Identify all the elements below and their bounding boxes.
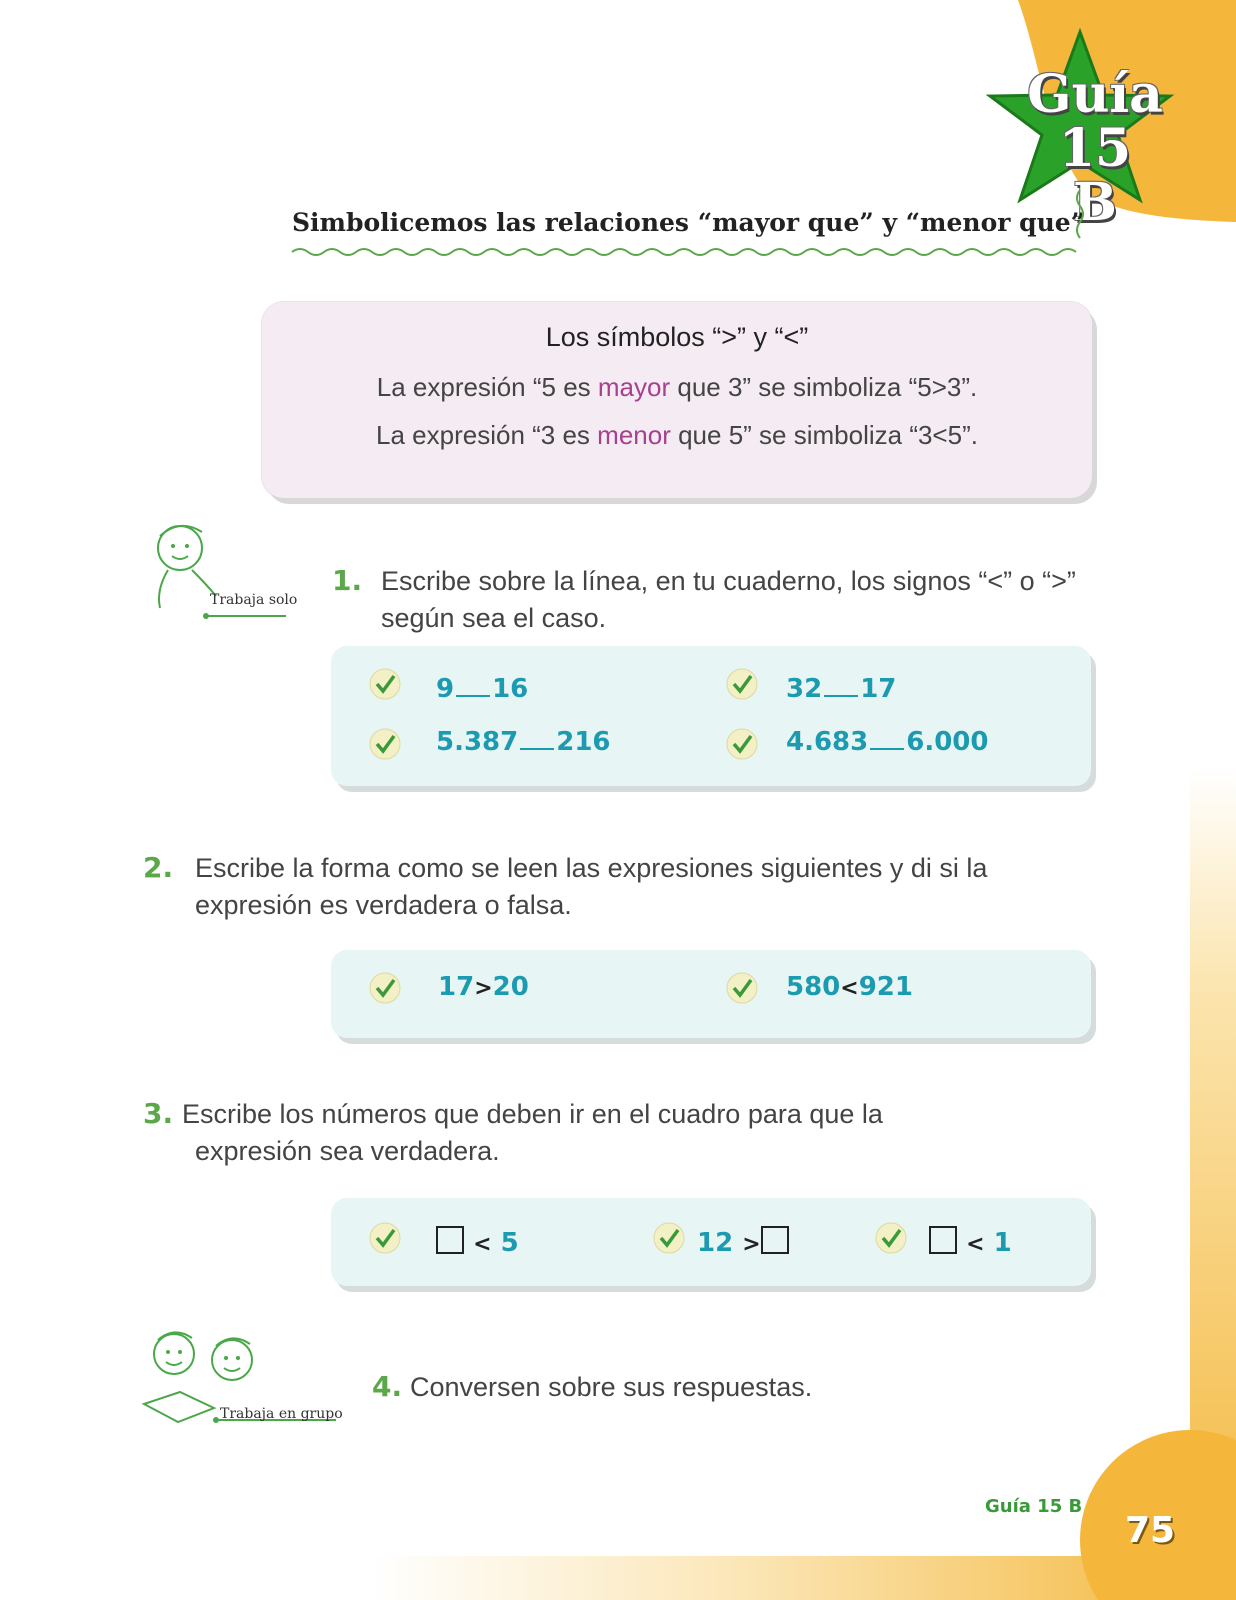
q1-item-3-a: 5.387	[436, 727, 519, 757]
footer-guide-label: Guía 15 B	[985, 1496, 1083, 1517]
answer-box[interactable]	[929, 1226, 957, 1254]
q2-text-line1: Escribe la forma como se leen las expresiones siguientes y di si la	[195, 853, 988, 883]
q2-item-2-b: 921	[858, 972, 913, 1002]
q2-item-1-a: 17	[438, 972, 475, 1002]
q3-text	[182, 1096, 883, 1170]
q1-item-1	[436, 674, 528, 704]
q3-number: 3.	[143, 1097, 174, 1130]
q2-item-1	[438, 972, 529, 1002]
q2-item-2	[786, 972, 913, 1002]
q1-item-2	[786, 674, 896, 704]
q3-item-1-op: <	[473, 1232, 492, 1257]
heading-underline	[290, 188, 1100, 260]
q1-item-2-b: 17	[860, 674, 897, 704]
check-icon	[369, 668, 401, 700]
q3-item-3-op: <	[966, 1232, 985, 1257]
q1-text-line2: según sea el caso.	[381, 603, 607, 633]
check-icon	[875, 1222, 907, 1254]
q3-item-1	[436, 1226, 519, 1258]
page-heading: Simbolicemos las relaciones “mayor que” y “menor que”	[292, 208, 1086, 237]
q1-number: 1.	[332, 564, 363, 597]
q1-text	[381, 563, 1076, 637]
info-line-2-post: que 5” se simboliza “3<5”.	[670, 420, 978, 450]
q1-item-1-a: 9	[436, 674, 455, 704]
answer-blank[interactable]	[870, 728, 904, 750]
q2-text-line2: expresión es verdadera o falsa.	[195, 890, 572, 920]
q1-item-1-b: 16	[492, 674, 529, 704]
work-alone-icon	[140, 518, 290, 628]
q4-number: 4.	[372, 1370, 403, 1403]
q3-item-2-a: 12	[697, 1228, 734, 1258]
q2-item-2-a: 580	[786, 972, 841, 1002]
check-icon	[369, 972, 401, 1004]
q1-item-3	[436, 727, 611, 757]
q3-text-line2: expresión sea verdadera.	[195, 1136, 500, 1166]
info-line-1-post: que 3” se simboliza “5>3”.	[670, 372, 978, 402]
q4-text: Conversen sobre sus respuestas.	[410, 1372, 813, 1402]
answer-blank[interactable]	[456, 675, 490, 697]
info-line-2	[262, 420, 1092, 451]
check-icon	[369, 1222, 401, 1254]
q1-item-3-b: 216	[556, 727, 611, 757]
info-line-1-pre: La expresión “5 es	[376, 372, 598, 402]
info-line-1-highlight: mayor	[597, 372, 671, 402]
q2-number: 2.	[143, 851, 174, 884]
q3-item-3-b: 1	[993, 1228, 1012, 1258]
q1-item-4-a: 4.683	[786, 727, 869, 757]
check-icon	[653, 1222, 685, 1254]
check-icon	[369, 728, 401, 760]
answer-blank[interactable]	[520, 728, 554, 750]
q3-item-3	[929, 1226, 1012, 1258]
q3-text-line1: Escribe los números que deben ir en el cuadro para que la	[182, 1099, 883, 1129]
q1-exercise-box	[331, 646, 1091, 786]
check-icon	[726, 972, 758, 1004]
check-icon	[726, 668, 758, 700]
page-number: 75	[1125, 1510, 1176, 1551]
guide-badge-line1: Guía 15	[1027, 64, 1163, 179]
answer-box[interactable]	[761, 1226, 789, 1254]
q3-item-2-op: >	[742, 1232, 761, 1257]
info-line-2-highlight: menor	[597, 420, 671, 450]
info-title: Los símbolos “>” y “<”	[545, 322, 809, 352]
work-group-label: Trabaja en grupo	[220, 1406, 343, 1422]
q1-item-4-b: 6.000	[906, 727, 989, 757]
answer-box[interactable]	[436, 1226, 464, 1254]
q3-item-1-b: 5	[500, 1228, 519, 1258]
answer-blank[interactable]	[824, 675, 858, 697]
info-line-1	[262, 372, 1092, 403]
q2-item-1-b: 20	[492, 972, 529, 1002]
q2-text	[195, 850, 987, 924]
q1-item-4	[786, 727, 989, 757]
q3-item-2	[697, 1226, 789, 1258]
q2-item-2-op: <	[840, 976, 859, 1001]
check-icon	[726, 728, 758, 760]
guide-badge-line2: B	[1073, 172, 1117, 233]
q1-text-line1: Escribe sobre la línea, en tu cuaderno, los signos “<” o “>”	[381, 566, 1076, 596]
info-line-2-pre: La expresión “3 es	[376, 420, 598, 450]
work-alone-label: Trabaja solo	[210, 592, 298, 608]
q1-item-2-a: 32	[786, 674, 823, 704]
q2-item-1-op: >	[474, 976, 493, 1001]
